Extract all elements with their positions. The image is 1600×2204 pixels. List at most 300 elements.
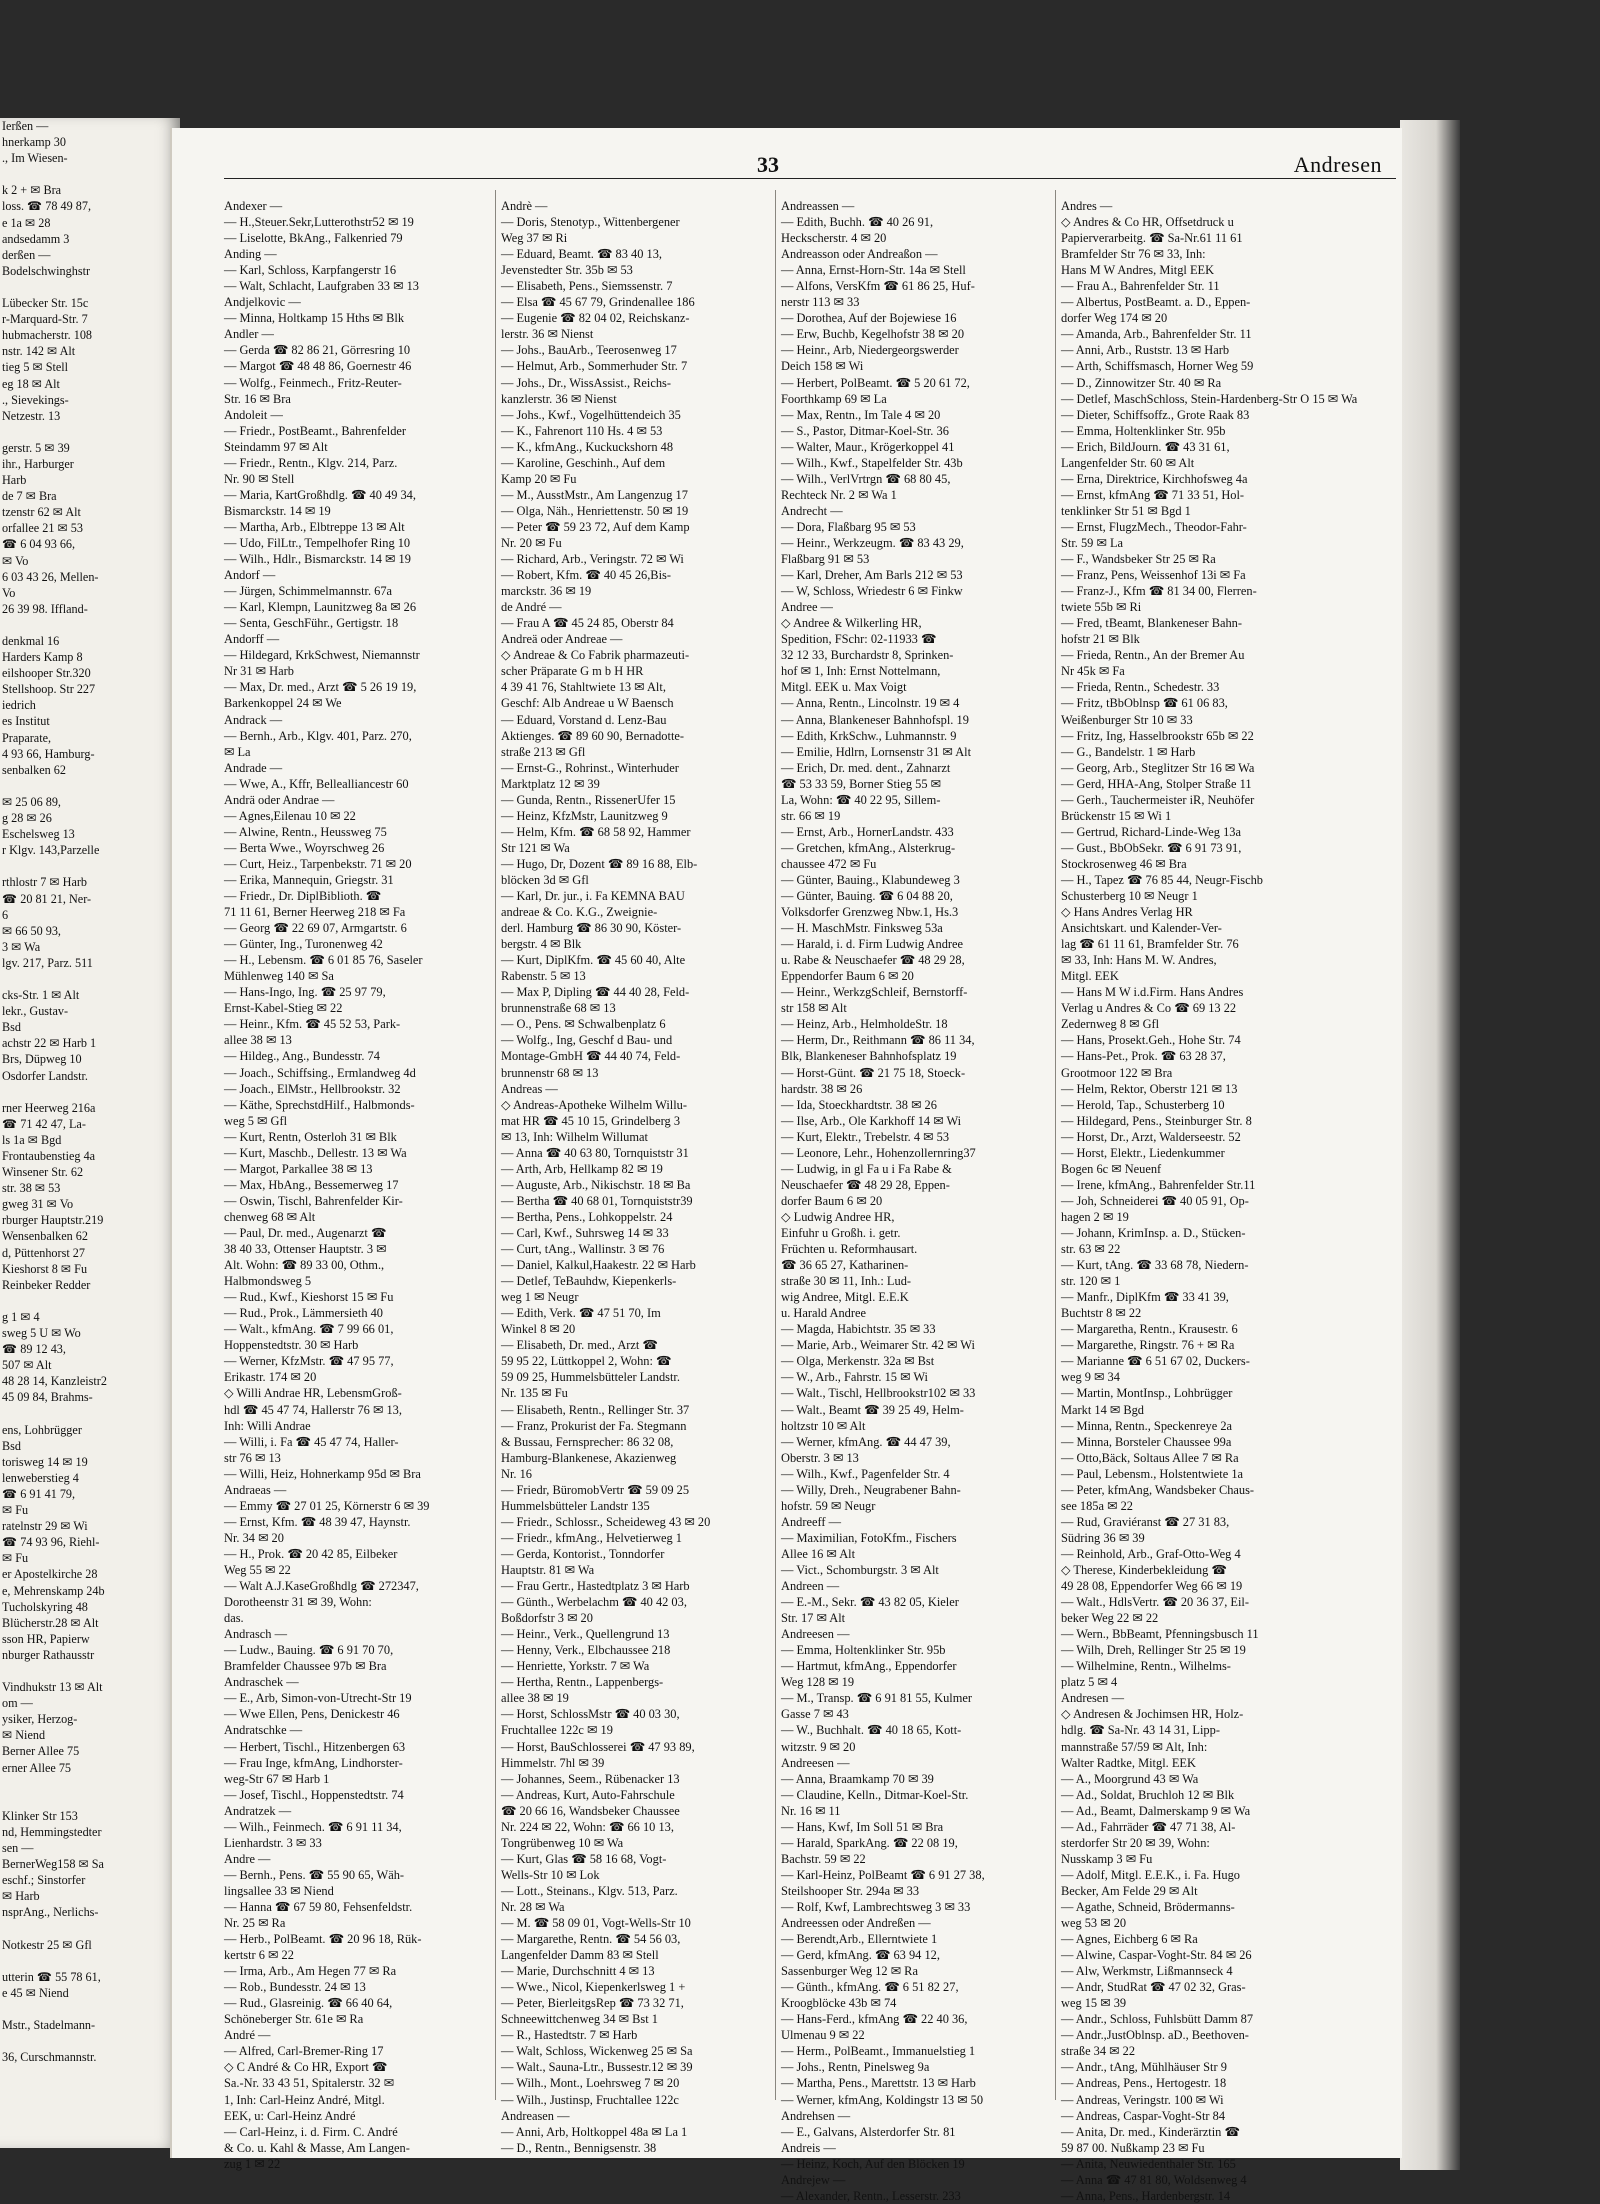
directory-entry-line: — Franz, Prokurist der Fa. Stegmann <box>501 1418 687 1433</box>
directory-entry-line: lingsallee 33 ✉ Niend <box>224 1883 334 1898</box>
directory-entry-line: — Willi, Heiz, Hohnerkamp 95d ✉ Bra <box>224 1466 421 1481</box>
directory-entry-line: — Herold, Tap., Schusterberg 10 <box>1061 1097 1225 1112</box>
directory-entry-line: — Friedr., Rentn., Klgv. 214, Parz. <box>224 455 398 470</box>
directory-entry-line: — Kurt, tAng. ☎ 33 68 78, Niedern- <box>1061 1258 1249 1273</box>
directory-entry-line: — Walt., kfmAng. ☎ 7 99 66 01, <box>224 1322 394 1337</box>
left-page-line: ☎ 71 42 47, La- <box>2 1116 86 1131</box>
left-page-line: ✉ 25 06 89, <box>2 794 61 809</box>
directory-entry-line: — Heinz, KfzMstr, Launitzweg 9 <box>501 808 668 823</box>
directory-entry-line: — Bertha ☎ 40 68 01, Tornquiststr39 <box>501 1193 693 1208</box>
directory-entry-line: ☎ 36 65 27, Katharinen- <box>781 1258 909 1273</box>
directory-entry-line: Jevenstedter Str. 35b ✉ 53 <box>501 263 633 278</box>
directory-entry-line: — Joh, Schneiderei ☎ 40 05 91, Op- <box>1061 1193 1249 1208</box>
directory-entry-line: Andexer — <box>224 199 283 213</box>
directory-entry-line: brunnenstraße 68 ✉ 13 <box>501 1001 616 1016</box>
directory-entry-line: Schneewittchenweg 34 ✉ Bst 1 <box>501 2012 658 2027</box>
directory-entry-line: Hummelsbütteler Landstr 135 <box>501 1498 650 1513</box>
directory-entry-line: — K., kfmAng., Kuckuckshorn 48 <box>501 439 674 454</box>
directory-entry-line: Bramfelder Str 76 ✉ 33, Inh: <box>1061 247 1206 262</box>
directory-entry-line: — Gerh., Tauchermeister iR, Neuhöfer <box>1061 792 1255 807</box>
left-page-line: orfallee 21 ✉ 53 <box>2 521 83 536</box>
directory-entry-line: & Co. u. Kahl & Masse, Am Langen- <box>224 2140 410 2155</box>
directory-entry-line: Nr. 20 ✉ Fu <box>501 535 562 550</box>
directory-entry-line: — Karl-Heinz, PolBeamt ☎ 6 91 27 38, <box>781 1867 985 1882</box>
directory-entry-line: Stockrosenweg 46 ✉ Bra <box>1061 856 1187 871</box>
directory-entry-line: — Marianne ☎ 6 51 67 02, Duckers- <box>1061 1354 1250 1369</box>
left-page-line: ens, Lohbrügger <box>2 1422 82 1437</box>
directory-entry-line: — Johs., Rentn, Pinelsweg 9a <box>781 2060 930 2075</box>
left-page-line <box>0 1953 180 1969</box>
directory-entry-line: — Olga, Merkenstr. 32a ✉ Bst <box>781 1354 935 1369</box>
directory-entry-line: — Erna, Direktrice, Kirchhofsweg 4a <box>1061 471 1248 486</box>
directory-entry-line: — Kurt, Maschb., Dellestr. 13 ✉ Wa <box>224 1145 407 1160</box>
directory-entry-line: — Hildeg., Ang., Bundesstr. 74 <box>224 1049 380 1064</box>
left-page-line: Notkestr 25 ✉ Gfl <box>2 1937 92 1952</box>
directory-entry-line: Andree — <box>781 600 833 615</box>
directory-entry-line: — Dorothea, Auf der Bojewiese 16 <box>781 311 957 326</box>
directory-entry-line: — Wilh., Kwf., Pagenfelder Str. 4 <box>781 1466 950 1481</box>
directory-entry-line: Anding — <box>224 247 277 262</box>
directory-entry-line: — Karl, Dreher, Am Barls 212 ✉ 53 <box>781 568 963 583</box>
directory-entry-line: La, Wohn: ☎ 40 22 95, Sillem- <box>781 792 941 807</box>
directory-entry-line: nerstr 113 ✉ 33 <box>781 295 860 310</box>
directory-entry-line: — Wilh., Feinmech. ☎ 6 91 11 34, <box>224 1819 402 1834</box>
directory-entry-line: — Walt A.J.KaseGroßhdlg ☎ 272347, <box>224 1579 419 1594</box>
directory-entry-line: — Heinr., Kfm. ☎ 45 52 53, Park- <box>224 1017 401 1032</box>
directory-entry-line: Himmelstr. 7hl ✉ 39 <box>501 1755 605 1770</box>
directory-entry-line: Andrehsen — <box>781 2108 851 2123</box>
left-page-line <box>0 617 180 633</box>
directory-entry-line: kanzlerstr. 36 ✉ Nienst <box>501 391 617 406</box>
left-page-line: Vindhukstr 13 ✉ Alt <box>2 1680 103 1695</box>
directory-entry-line: André — <box>224 2028 271 2043</box>
left-page-line: Tucholskyring 48 <box>2 1599 88 1614</box>
directory-entry-line: — Hans, Prosekt.Geh., Hohe Str. 74 <box>1061 1033 1241 1048</box>
directory-entry-line: ☎ 53 33 59, Borner Stieg 55 ✉ <box>781 776 942 791</box>
directory-entry-line: — Joach., ElMstr., Hellbrookstr. 32 <box>224 1081 401 1096</box>
directory-entry-line: — Karl, Dr. jur., i. Fa KEMNA BAU <box>501 889 685 904</box>
directory-entry-line: — Walt., Sauna-Ltr., Bussestr.12 ✉ 39 <box>501 2060 693 2075</box>
directory-entry-line: Mitgl. EEK <box>1061 969 1119 984</box>
directory-entry-line: — Margarethe, Ringstr. 76 + ✉ Ra <box>1061 1338 1235 1353</box>
directory-entry-line: — Margot ☎ 48 48 86, Goernestr 46 <box>224 359 412 374</box>
left-page-line: lenweberstieg 4 <box>2 1470 79 1485</box>
directory-entry-line: lerstr. 36 ✉ Nienst <box>501 327 594 342</box>
directory-entry-line: Schöneberger Str. 61e ✉ Ra <box>224 2012 364 2027</box>
directory-entry-line: — H., Tapez ☎ 76 85 44, Neugr-Fischb <box>1061 872 1263 887</box>
directory-entry-line: — Margaretha, Rentn., Krausestr. 6 <box>1061 1322 1238 1337</box>
left-page-line: 36, Curschmannstr. <box>2 2050 97 2065</box>
left-page-line: Vo <box>2 585 16 600</box>
directory-entry-line: — Anni, Arb., Ruststr. 13 ✉ Harb <box>1061 343 1230 358</box>
directory-entry-line: — Detlef, MaschSchloss, Stein-Hardenberg-Str O 15 ✉ Wa <box>1061 391 1358 406</box>
directory-entry-line: Andler — <box>224 327 274 342</box>
directory-entry-line: — Emma, Holtenklinker Str. 95b <box>1061 423 1226 438</box>
directory-entry-line: de André — <box>501 600 562 615</box>
directory-entry-line: hdl ☎ 45 47 74, Hallerstr 76 ✉ 13, <box>224 1402 402 1417</box>
directory-entry-line: — Frau A., Bahrenfelder Str. 11 <box>1061 279 1220 294</box>
directory-entry-line: — Marie, Durchschnitt 4 ✉ 13 <box>501 1964 655 1979</box>
directory-entry-line: — Lott., Steinans., Klgv. 513, Parz. <box>501 1883 678 1898</box>
directory-entry-line: Steilshooper Str. 294a ✉ 33 <box>781 1883 920 1898</box>
left-page-line <box>0 1921 180 1937</box>
directory-entry-line: Volksdorfer Grenzweg Nbw.1, Hs.3 <box>781 905 959 920</box>
directory-entry-line: — Günter, Ing., Turonenweg 42 <box>224 937 383 952</box>
directory-entry-line: Weg 128 ✉ 19 <box>781 1675 855 1690</box>
directory-entry-line: — Hans, Kwf, Im Soll 51 ✉ Bra <box>781 1819 944 1834</box>
directory-entry-line: chaussee 472 ✉ Fu <box>781 856 877 871</box>
left-page-line: eschf.; Sinstorfer <box>2 1873 86 1888</box>
directory-entry-line: Hans M W Andres, Mitgl EEK <box>1061 263 1215 278</box>
left-page-line: 4 93 66, Hamburg- <box>2 746 95 761</box>
directory-entry-line: — Gerd, kfmAng. ☎ 63 94 12, <box>781 1948 940 1963</box>
directory-entry-line: — Erw, Buchb, Kegelhofstr 38 ✉ 20 <box>781 327 965 342</box>
directory-entry-line: — Minna, Rentn., Speckenreye 2a <box>1061 1418 1233 1433</box>
directory-entry-line: — Henriette, Yorkstr. 7 ✉ Wa <box>501 1659 650 1674</box>
directory-entry-line: Nr. 224 ✉ 22, Wohn: ☎ 66 10 13, <box>501 1819 674 1834</box>
left-page-line <box>0 166 180 182</box>
directory-entry-line: — Anita, Neuwiedenthaler Str. 165 <box>1061 2156 1236 2171</box>
directory-entry-line: Barkenkoppel 24 ✉ We <box>224 696 342 711</box>
left-page-line: Reinbeker Redder <box>2 1277 91 1292</box>
directory-entry-line: — Andr, StudRat ☎ 47 02 32, Gras- <box>1061 1980 1246 1995</box>
directory-entry-line: — Elisabeth, Rentn., Rellinger Str. 37 <box>501 1402 690 1417</box>
directory-entry-line: Andrack — <box>224 712 283 727</box>
directory-entry-line: — Karl, Schloss, Karpfangerstr 16 <box>224 263 397 278</box>
directory-entry-line: Andreessen oder Andreßen — <box>781 1916 931 1931</box>
left-page-line: ☎ 89 12 43, <box>2 1342 66 1357</box>
directory-entry-line: — Max, Dr. med., Arzt ☎ 5 26 19 19, <box>224 680 417 695</box>
directory-entry-line: dorfer Baum 6 ✉ 20 <box>781 1193 883 1208</box>
directory-entry-line: — Frau Gertr., Hastedtplatz 3 ✉ Harb <box>501 1579 690 1594</box>
directory-entry-line: — Alexander, Rentn., Lesserstr. 233 <box>781 2188 961 2203</box>
column-divider <box>495 190 496 2100</box>
directory-entry-line: — Eugenie ☎ 82 04 02, Reichskanz- <box>501 311 690 326</box>
directory-entry-line: hagen 2 ✉ 19 <box>1061 1209 1129 1224</box>
left-page-line: om — <box>2 1696 33 1711</box>
left-page-line: Winsener Str. 62 <box>2 1165 84 1180</box>
directory-entry-line: Erikastr. 174 ✉ 20 <box>224 1370 317 1385</box>
directory-entry-line: — Bernh., Pens. ☎ 55 90 65, Wäh- <box>224 1867 405 1882</box>
directory-entry-line: — Walter, Maur., Krögerkoppel 41 <box>781 439 955 454</box>
left-page-line: denkmal 16 <box>2 634 60 648</box>
directory-entry-line: Becker, Am Felde 29 ✉ Alt <box>1061 1883 1198 1898</box>
directory-entry-line: hofstr. 59 ✉ Neugr <box>781 1498 876 1513</box>
left-page-line: Lübecker Str. 15c <box>2 296 89 311</box>
left-page-line: 26 39 98. Iffland- <box>2 601 88 616</box>
directory-entry-line: Geschf: Alb Andreae u W Baensch <box>501 696 674 711</box>
directory-entry-line: Andre — <box>224 1851 271 1866</box>
directory-entry-line: hardstr. 38 ✉ 26 <box>781 1081 863 1096</box>
directory-entry-line: — Anita, Dr. med., Kinderärztin ☎ <box>1061 2124 1240 2139</box>
directory-entry-line: Steindamm 97 ✉ Alt <box>224 439 328 454</box>
directory-entry-line: — D., Rentn., Bennigsenstr. 38 <box>501 2140 657 2155</box>
directory-entry-line: — Ernst-G., Rohrinst., Winterhuder <box>501 760 679 775</box>
directory-entry-line: — Ernst, Arb., HornerLandstr. 433 <box>781 824 954 839</box>
left-page-line: Harb <box>2 473 27 488</box>
directory-entry-line: — Werner, kfmAng, Koldingstr 13 ✉ 50 <box>781 2092 984 2107</box>
directory-entry-line: 1, Inh: Carl-Heinz André, Mitgl. <box>224 2092 385 2107</box>
directory-entry-line: allee 38 ✉ 13 <box>224 1033 292 1048</box>
directory-entry-line: Kroogblöcke 43b ✉ 74 <box>781 1996 897 2011</box>
directory-entry-line: Spedition, FSchr: 02-11933 ☎ <box>781 632 937 647</box>
directory-entry-line: — Anna, Braamkamp 70 ✉ 39 <box>781 1771 934 1786</box>
directory-entry-line: — E.-M., Sekr. ☎ 43 82 05, Kieler <box>781 1595 959 1610</box>
left-page-line: rthlostr 7 ✉ Harb <box>2 875 88 890</box>
directory-entry-line: ◇ Ludwig Andree HR, <box>781 1209 895 1224</box>
left-page-line <box>0 424 180 440</box>
directory-entry-line: Andratzek — <box>224 1803 292 1818</box>
directory-entry-line: — Ilse, Arb., Ole Karkhoff 14 ✉ Wi <box>781 1113 962 1128</box>
directory-entry-line: — Martin, MontInsp., Lohbrügger <box>1061 1386 1233 1401</box>
left-page-line: Harders Kamp 8 <box>2 650 83 665</box>
left-page-line: Osdorfer Landstr. <box>2 1068 88 1083</box>
directory-entry-line: — Ida, Stoeckhardtstr. 38 ✉ 26 <box>781 1097 937 1112</box>
left-page-line: Brs, Düpweg 10 <box>2 1052 82 1067</box>
directory-entry-line: Südring 36 ✉ 39 <box>1061 1530 1145 1545</box>
directory-entry-line: — Elsa ☎ 45 67 79, Grindenallee 186 <box>501 295 695 310</box>
directory-entry-line: — Anna ☎ 47 81 80, Woldsenweg 4 <box>1061 2172 1247 2187</box>
left-page-line: ihr., Harburger <box>2 456 74 471</box>
directory-entry-line: 32 12 33, Burchardstr 8, Sprinken- <box>781 648 954 663</box>
left-page-line: e, Mehrenskamp 24b <box>2 1583 105 1598</box>
directory-entry-line: — Günter, Bauing., Klabundeweg 3 <box>781 872 960 887</box>
directory-entry-line: — Josef, Tischl., Hoppenstedtstr. 74 <box>224 1787 404 1802</box>
directory-entry-line: — Ludw., Bauing. ☎ 6 91 70 70, <box>224 1643 394 1658</box>
left-page-line: nburger Rathausstr <box>2 1647 95 1662</box>
directory-entry-line: 38 40 33, Ottenser Hauptstr. 3 ✉ <box>224 1242 387 1257</box>
directory-entry-line: u. Harald Andree <box>781 1306 866 1321</box>
left-page-line: loss. ☎ 78 49 87, <box>2 199 91 214</box>
left-page-line: eilshooper Str.320 <box>2 666 91 681</box>
directory-entry-line: — Wolfg., Feinmech., Fritz-Reuter- <box>224 375 402 390</box>
directory-entry-line: — Rud., Glasreinig. ☎ 66 40 64, <box>224 1996 393 2011</box>
directory-entry-line: str 76 ✉ 13 <box>224 1450 281 1465</box>
directory-entry-line: — Hans-Ferd., kfmAng ☎ 22 40 36, <box>781 2012 968 2027</box>
directory-entry-line: — Agnes,Eilenau 10 ✉ 22 <box>224 808 356 823</box>
directory-entry-line: derl. Hamburg ☎ 86 30 90, Köster- <box>501 921 682 936</box>
directory-entry-line: — Horst, Dr., Arzt, Walderseestr. 52 <box>1061 1129 1241 1144</box>
directory-entry-line: — Andreas, Kurt, Auto-Fahrschule <box>501 1787 675 1802</box>
directory-entry-line: — Heinr., Verk., Quellengrund 13 <box>501 1627 670 1642</box>
directory-entry-line: — Werner, KfzMstr. ☎ 47 95 77, <box>224 1354 394 1369</box>
directory-entry-line: — Agathe, Schneid, Brödermanns- <box>1061 1899 1235 1914</box>
directory-entry-line: marckstr. 36 ✉ 19 <box>501 584 592 599</box>
directory-entry-line: — Johs., Dr., WissAssist., Reichs- <box>501 375 672 390</box>
directory-entry-line: Hamburg-Blankenese, Akazienweg <box>501 1450 677 1465</box>
left-page-line: sson HR, Papierw <box>2 1631 90 1646</box>
directory-entry-line: — Werner, kfmAng. ☎ 44 47 39, <box>781 1434 951 1449</box>
directory-entry-line: weg 5 ✉ Gfl <box>224 1113 288 1128</box>
directory-entry-line: — Carl, Kwf., Suhrsweg 14 ✉ 33 <box>501 1226 669 1240</box>
directory-entry-line: Nr. 16 <box>501 1466 532 1481</box>
directory-entry-line: — Jürgen, Schimmelmannstr. 67a <box>224 584 393 599</box>
left-page-line: nstr. 142 ✉ Alt <box>2 344 76 359</box>
directory-entry-line: — Helm, Rektor, Oberstr 121 ✉ 13 <box>1061 1081 1238 1096</box>
directory-entry-line: & Bussau, Fernsprecher: 86 32 08, <box>501 1434 674 1449</box>
left-page-line: achstr 22 ✉ Harb 1 <box>2 1036 97 1051</box>
directory-entry-line: — Hans-Ingo, Ing. ☎ 25 97 79, <box>224 985 386 1000</box>
directory-entry-line: allee 38 ✉ 19 <box>501 1691 569 1706</box>
directory-entry-line: Einfuhr u Großh. i. getr. <box>781 1226 901 1240</box>
directory-entry-line: — Rud., Kwf., Kieshorst 15 ✉ Fu <box>224 1290 394 1305</box>
directory-entry-line: — Udo, FilLtr., Tempelhofer Ring 10 <box>224 535 411 550</box>
directory-entry-line: Weg 55 ✉ 22 <box>224 1562 291 1577</box>
left-page-line: ✉ Fu <box>2 1551 29 1566</box>
directory-entry-line: — Walt., Tischl, Hellbrookstr102 ✉ 33 <box>781 1386 976 1401</box>
directory-entry-line: Walter Radtke, Mitgl. EEK <box>1061 1755 1196 1770</box>
directory-entry-line: — Max, HbAng., Bessemerweg 17 <box>224 1177 399 1192</box>
directory-entry-line: — Ludwig, in gl Fa u i Fa Rabe & <box>781 1161 952 1176</box>
directory-entry-line: Sassenburger Weg 12 ✉ Ra <box>781 1964 918 1979</box>
directory-entry-line: Andrè — <box>501 199 548 213</box>
directory-entry-line: — H.,Steuer.Sekr,Lutterothstr52 ✉ 19 <box>224 215 414 230</box>
directory-entry-line: — Friedr, BüromobVertr ☎ 59 09 25 <box>501 1482 690 1497</box>
directory-entry-line: Marktplatz 12 ✉ 39 <box>501 776 600 791</box>
directory-entry-line: — Helm, Kfm. ☎ 68 58 92, Hammer <box>501 824 691 839</box>
left-page-line: ☎ 74 93 96, Riehl- <box>2 1535 100 1550</box>
left-page-line: lekr., Gustav- <box>2 1004 69 1019</box>
left-page-line: lgv. 217, Parz. 511 <box>2 955 93 970</box>
directory-entry-line: Str. 16 ✉ Bra <box>224 391 291 406</box>
directory-entry-line: — Hertha, Rentn., Lappenbergs- <box>501 1675 664 1690</box>
directory-entry-line: — Dieter, Schiffsoffz., Grote Raak 83 <box>1061 407 1250 422</box>
directory-entry-line: — Peter, kfmAng, Wandsbeker Chaus- <box>1061 1482 1255 1497</box>
directory-entry-line: Langenfelder Str. 60 ✉ Alt <box>1061 455 1195 470</box>
directory-entry-line: — Bertha, Pens., Lohkoppelstr. 24 <box>501 1209 673 1224</box>
directory-entry-line: Str. 17 ✉ Alt <box>781 1611 846 1626</box>
directory-entry-line: — S., Pastor, Ditmar-Koel-Str. 36 <box>781 423 949 438</box>
directory-entry-line: — Liselotte, BkAng., Falkenried 79 <box>224 231 403 246</box>
column-divider <box>1055 190 1056 2100</box>
directory-entry-line: — Andr.,JustOblnsp. aD., Beethoven- <box>1061 2028 1249 2043</box>
directory-entry-line: Inh: Willi Andrae <box>224 1418 311 1433</box>
directory-entry-line: — Johs., BauArb., Teerosenweg 17 <box>501 343 677 358</box>
directory-entry-line: ◇ Willi Andrae HR, LebensmGroß- <box>224 1386 402 1401</box>
directory-entry-line: — Alfred, Carl-Bremer-Ring 17 <box>224 2044 384 2059</box>
directory-entry-line: — Erich, Dr. med. dent., Zahnarzt <box>781 760 951 775</box>
directory-entry-line: — Heinr., WerkzgSchleif, Bernstorff- <box>781 985 968 1000</box>
directory-entry-line: dorfer Weg 174 ✉ 20 <box>1061 311 1168 326</box>
directory-entry-line: ◇ Andree & Wilkerling HR, <box>781 616 922 631</box>
left-page-line: erner Allee 75 <box>2 1760 72 1775</box>
left-page-line <box>0 1406 180 1422</box>
directory-entry-line: Alt. Wohn: ☎ 89 33 00, Othm., <box>224 1258 385 1273</box>
directory-entry-line: — Auguste, Arb., Nikischstr. 18 ✉ Ba <box>501 1177 691 1192</box>
directory-entry-line: Andreasson oder Andreaßon — <box>781 247 938 262</box>
directory-entry-line: EEK, u: Carl-Heinz André <box>224 2108 356 2123</box>
directory-entry-line: — Hildegard, KrkSchwest, Niemannstr <box>224 648 420 663</box>
directory-entry-line: ◇ Andreae & Co Fabrik pharmazeuti- <box>501 648 690 663</box>
directory-entry-line: — Maria, KartGroßhdlg. ☎ 40 49 34, <box>224 487 416 502</box>
left-page-line <box>0 778 180 794</box>
directory-entry-line: blöcken 3d ✉ Gfl <box>501 872 589 887</box>
left-page-line: es Institut <box>2 714 50 729</box>
left-page-line: Blücherstr.28 ✉ Alt <box>2 1615 99 1630</box>
directory-entry-line: beker Weg 22 ✉ 22 <box>1061 1611 1159 1626</box>
directory-entry-line: 59 09 25, Hummelsbütteler Landstr. <box>501 1370 680 1385</box>
left-page-line: ratelnstr 29 ✉ Wi <box>2 1519 88 1534</box>
directory-entry-line: — Wilh., VerlVrtrgn ☎ 68 80 45, <box>781 471 951 486</box>
directory-entry-line: weg 53 ✉ 20 <box>1061 1916 1127 1931</box>
directory-entry-line: — Georg ☎ 22 69 07, Armgartstr. 6 <box>224 921 407 936</box>
directory-entry-line: — Heinr., Arb, Niedergeorgswerder <box>781 343 959 358</box>
directory-entry-line: ◇ Hans Andres Verlag HR <box>1061 905 1193 920</box>
left-page-line: nd, Hemmingstedter <box>2 1824 102 1839</box>
directory-entry-line: — Adolf, Mitgl. E.E.K., i. Fa. Hugo <box>1061 1867 1240 1882</box>
left-page-line: 48 28 14, Kanzleistr2 <box>2 1374 107 1389</box>
directory-entry-line: — Walt., Beamt ☎ 39 25 49, Helm- <box>781 1402 964 1417</box>
directory-entry-line: Andjelkovic — <box>224 295 301 310</box>
directory-entry-line: 59 87 00. Nußkamp 23 ✉ Fu <box>1061 2140 1205 2155</box>
running-head: Andresen <box>1293 152 1382 177</box>
directory-entry-line: 49 28 08, Eppendorfer Weg 66 ✉ 19 <box>1061 1579 1243 1594</box>
left-page-line <box>0 858 180 874</box>
directory-entry-line: Ansichtskart. und Kalender-Ver- <box>1061 921 1222 936</box>
directory-entry-line: — M., Transp. ☎ 6 91 81 55, Kulmer <box>781 1691 972 1706</box>
directory-entry-line: — Wwe, A., Kffr, Bellealliancestr 60 <box>224 776 409 791</box>
directory-entry-line: hofstr 21 ✉ Blk <box>1061 632 1140 647</box>
directory-entry-line: — Wwe., Nicol, Kiepenkerlsweg 1 + <box>501 1980 686 1995</box>
left-page-line: ✉ 66 50 93, <box>2 923 61 938</box>
directory-entry-line: — Heinz, Arb., HelmholdeStr. 18 <box>781 1017 948 1032</box>
directory-entry-line: Andreen — <box>781 1579 840 1594</box>
directory-entry-line: — Anna ☎ 40 63 80, Tornquiststr 31 <box>501 1145 689 1160</box>
left-page-line: ☎ 20 81 21, Ner- <box>2 891 92 906</box>
directory-entry-line: — Harald, i. d. Firm Ludwig Andree <box>781 937 964 952</box>
directory-entry-line: — Erich, BildJourn. ☎ 43 31 61, <box>1061 439 1230 454</box>
directory-entry-line: — F., Wandsbeker Str 25 ✉ Ra <box>1061 552 1216 567</box>
directory-entry-line: — Andr., tAng, Mühlhäuser Str 9 <box>1061 2060 1227 2075</box>
directory-entry-line: Montage-GmbH ☎ 44 40 74, Feld- <box>501 1049 681 1064</box>
directory-entry-line: — Horst, SchlossMstr ☎ 40 03 30, <box>501 1707 680 1722</box>
directory-entry-line: — Maximilian, FotoKfm., Fischers <box>781 1530 957 1545</box>
directory-entry-line: — Günth., Werbelachm ☎ 40 42 03, <box>501 1595 687 1610</box>
directory-entry-line: — Claudine, Kelln., Ditmar-Koel-Str. <box>781 1787 969 1802</box>
left-page-line: Netzestr. 13 <box>2 408 61 423</box>
directory-entry-line: — Walt, Schloss, Wickenweg 25 ✉ Sa <box>501 2044 693 2059</box>
directory-entry-line: — Rud, Graviéranst ☎ 27 31 83, <box>1061 1514 1230 1529</box>
directory-entry-line: Andrasch — <box>224 1627 287 1642</box>
directory-entry-line: witzstr. 9 ✉ 20 <box>781 1739 856 1754</box>
directory-entry-line: — Anna, Ernst-Horn-Str. 14a ✉ Stell <box>781 263 966 278</box>
directory-entry-line: Gasse 7 ✉ 43 <box>781 1707 849 1722</box>
directory-entry-line: ☎ 20 66 16, Wandsbeker Chaussee <box>501 1803 680 1818</box>
directory-entry-line: — Emmy ☎ 27 01 25, Körnerstr 6 ✉ 39 <box>224 1498 430 1513</box>
directory-entry-line: — G., Bandelstr. 1 ✉ Harb <box>1061 744 1196 759</box>
directory-entry-line: Foorthkamp 69 ✉ La <box>781 391 887 406</box>
directory-entry-line: Markt 14 ✉ Bgd <box>1061 1402 1145 1417</box>
directory-entry-line: — Frau Inge, kfmAng, Lindhorster- <box>224 1755 403 1770</box>
directory-entry-line: Grootmoor 122 ✉ Bra <box>1061 1065 1173 1080</box>
directory-entry-line: — Arth, Arb, Hellkamp 82 ✉ 19 <box>501 1161 663 1176</box>
directory-entry-line: Oberstr. 3 ✉ 13 <box>781 1450 859 1465</box>
directory-entry-line: Halbmondsweg 5 <box>224 1274 312 1289</box>
directory-entry-line: — Agnes, Eichberg 6 ✉ Ra <box>1061 1932 1198 1947</box>
directory-entry-line: — Gretchen, kfmAng., Alsterkrug- <box>781 840 956 855</box>
directory-entry-line: Nr. 16 ✉ 11 <box>781 1803 841 1818</box>
left-page-line <box>0 2033 180 2049</box>
directory-entry-line: Sa.-Nr. 33 43 51, Spitalerstr. 32 ✉ <box>224 2076 395 2091</box>
directory-entry-line: see 185a ✉ 22 <box>1061 1498 1133 1513</box>
left-page-line: Bsd <box>2 1438 21 1453</box>
directory-entry-line: Andreassen — <box>781 199 855 213</box>
directory-entry-line: Lienhardstr. 3 ✉ 33 <box>224 1835 322 1850</box>
left-page-line: 6 <box>2 907 9 922</box>
directory-entry-line: Nr 45k ✉ Fa <box>1061 664 1125 679</box>
directory-entry-line: tenklinker Str 51 ✉ Bgd 1 <box>1061 503 1191 518</box>
directory-entry-line: — Bernh., Arb., Klgv. 401, Parz. 270, <box>224 728 412 743</box>
